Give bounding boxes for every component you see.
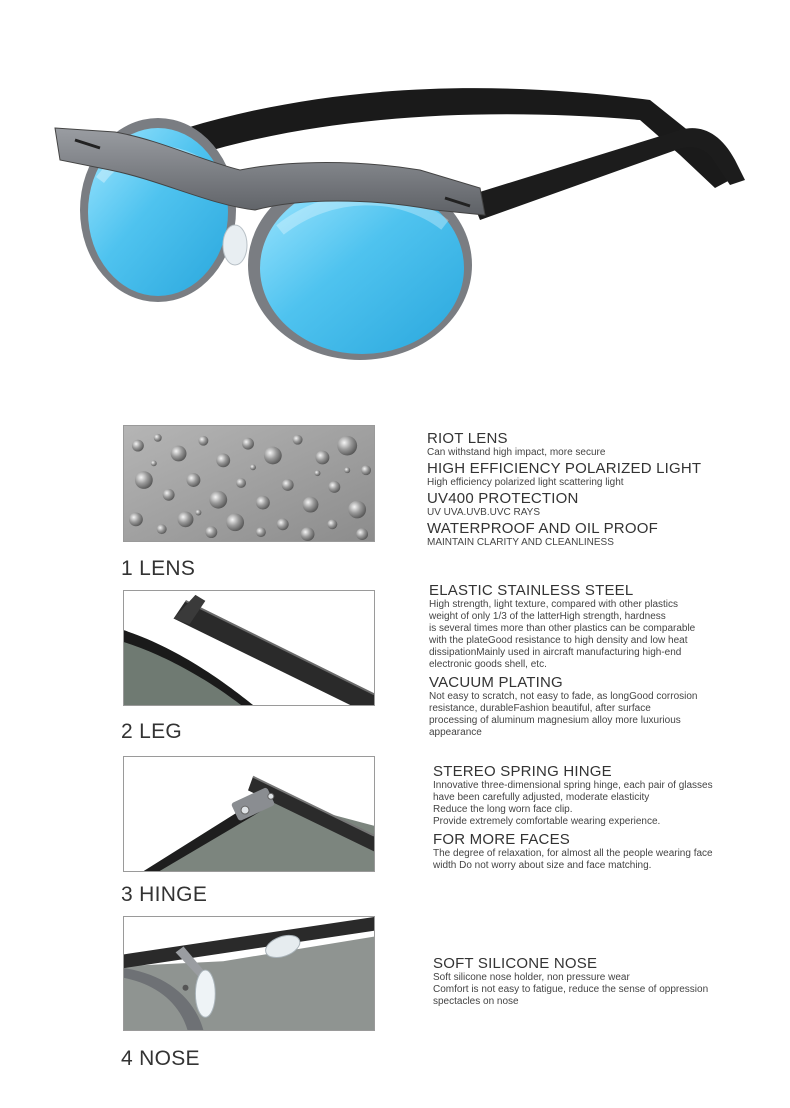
feature-title: ELASTIC STAINLESS STEEL bbox=[429, 582, 634, 599]
hinge-detail-photo bbox=[123, 756, 375, 872]
feature-title: RIOT LENS bbox=[427, 430, 508, 447]
part-label-lens: 1 LENS bbox=[121, 557, 196, 580]
part-label-hinge: 3 HINGE bbox=[121, 883, 208, 906]
hinge-features bbox=[433, 764, 713, 874]
sunglasses-product-image bbox=[40, 20, 770, 400]
feature-title: HIGH EFFICIENCY POLARIZED LIGHT bbox=[427, 460, 702, 477]
nose-features bbox=[433, 956, 708, 1010]
part-label-leg: 2 LEG bbox=[121, 720, 183, 743]
feature-desc: Soft silicone nose holder, non pressure wear Comfort is not easy to fatigue, reduce the sense of oppression spectacles on nose bbox=[433, 972, 709, 1007]
feature-title: STEREO SPRING HINGE bbox=[433, 763, 612, 780]
feature-title: UV400 PROTECTION bbox=[427, 490, 579, 507]
feature-title: FOR MORE FACES bbox=[433, 831, 570, 848]
feature-desc: Can withstand high impact, more secure bbox=[427, 447, 606, 458]
feature-desc: High efficiency polarized light scattering light bbox=[427, 477, 624, 488]
feature-title: VACUUM PLATING bbox=[429, 674, 563, 691]
leg-detail-photo bbox=[123, 590, 375, 706]
feature-desc: Innovative three-dimensional spring hinge, each pair of glasses have been carefully adjusted, moderate elasticity Reduce the long worn face clip. Provide extremely comfortable wearing experience. bbox=[433, 780, 713, 827]
feature-desc: High strength, light texture, compared with other plastics weight of only 1/3 of the latterHigh strength, hardness is several times more than other plastics can be comparable with the plateGood resistance to high density and low heat dissipationMainly used in aircraft manufacturing high-end electronic goods shell, etc. bbox=[429, 599, 696, 670]
feature-desc: The degree of relaxation, for almost all the people wearing face width Do not worry about size and face matching. bbox=[433, 848, 713, 871]
feature-title: SOFT SILICONE NOSE bbox=[433, 955, 598, 972]
feature-desc: UV UVA.UVB.UVC RAYS bbox=[427, 507, 540, 518]
feature-desc: Not easy to scratch, not easy to fade, as longGood corrosion resistance, durableFashion beautiful, after surface processing of aluminum magnesium alloy more luxurious appearance bbox=[429, 691, 698, 738]
feature-desc: MAINTAIN CLARITY AND CLEANLINESS bbox=[427, 537, 614, 548]
lens-features bbox=[427, 431, 701, 551]
lens-detail-photo bbox=[123, 425, 375, 542]
nose-detail-photo bbox=[123, 916, 375, 1031]
part-label-nose: 4 NOSE bbox=[121, 1047, 200, 1070]
feature-title: WATERPROOF AND OIL PROOF bbox=[427, 520, 658, 537]
leg-features bbox=[429, 583, 697, 741]
